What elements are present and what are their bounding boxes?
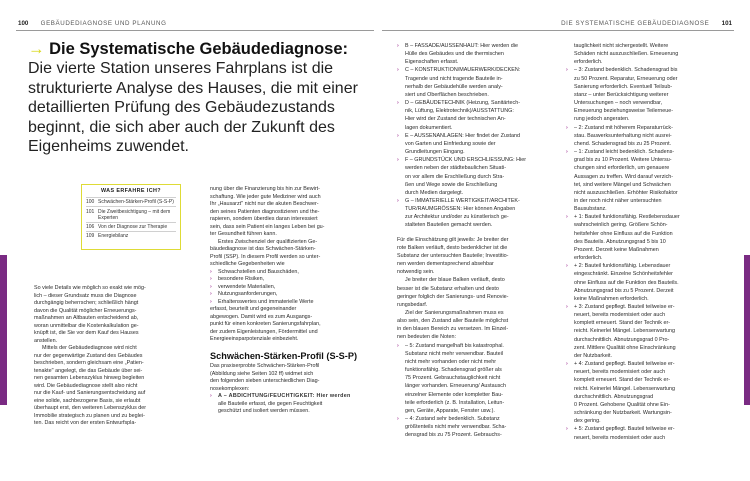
- page-number-right: 101: [721, 20, 732, 27]
- text-line: zur Architektur und/oder zu künstlerisch ge-: [405, 214, 509, 221]
- contents-page: 101: [86, 208, 95, 215]
- text-line: also sein, den Zustand aller Bauteile möglichst: [397, 318, 509, 325]
- text-line: größtenteils nicht mehr verwendbar. Scha-: [405, 424, 507, 431]
- column-1: [34, 285, 204, 428]
- list-item: [397, 156, 557, 164]
- text-line: eine solide, sachbezogene Basis, sie erlaubt: [34, 397, 141, 404]
- bullet-arrow-icon: ›: [397, 416, 399, 423]
- text-line: nosekomplexen:: [210, 385, 250, 392]
- list-item: [397, 415, 557, 423]
- text-line: Grundleitungen Eingang.: [405, 149, 465, 156]
- text-line: erforderlich.: [574, 255, 603, 262]
- list-item: [397, 99, 557, 107]
- text-line: rote Balken verläuft, desto bedenklicher ist die: [397, 244, 508, 251]
- header-left: [18, 20, 167, 27]
- bullet-arrow-icon: ›: [566, 214, 568, 221]
- text-line: TUR/RAUMGRÖSSEN: Hier können Angaben: [405, 206, 516, 213]
- text-line: reicht. Keinerlei Mängel. Lebenserwartung: [574, 385, 675, 392]
- contents-page: 100: [86, 199, 95, 206]
- text-line: ter Gesundheit führen kann.: [210, 231, 277, 237]
- list-item: [566, 124, 726, 132]
- bullet-item: [210, 299, 376, 307]
- list-text: A – ABDICHTUNG/FEUCHTIGKEIT: Hier werden: [218, 393, 351, 399]
- arrow-right-icon: →: [28, 40, 45, 58]
- contents-label: Die Zweitbesichtigung – mit dem Experten: [98, 208, 171, 221]
- text-line: Hülle des Gebäudes und die thermischen: [405, 51, 504, 58]
- list-item: [397, 66, 557, 74]
- text-line: abgewogen. Damit wird es zum Ausgangs-: [210, 313, 313, 320]
- text-line: nung über die Finanzierung bis hin zur Bewirt-: [210, 186, 320, 192]
- text-line: Prozent. Derzeit keine Maßnahmen: [574, 246, 659, 253]
- contents-label: Energiebilanz: [98, 233, 129, 240]
- intro-title-line: [28, 39, 378, 59]
- text-line: maßnahmen an Altbauten entscheidend ab,: [34, 315, 139, 321]
- text-line: einzelner Elemente oder kompletter Bau-: [405, 391, 503, 398]
- text-line: den folgenden sieben unterschiedlichen Diag-: [210, 378, 320, 384]
- bullet-arrow-icon: ›: [210, 393, 212, 399]
- text-line: komplett erneuert. Stand der Technik er-: [574, 377, 671, 384]
- text-line: Abnutzungsgrad bis zu 5 Prozent. Derzeit: [574, 287, 674, 294]
- bullet-arrow-icon: ›: [210, 291, 212, 297]
- text-line: nen gesamten Lebenszyklus hinweg begleiten: [34, 375, 145, 381]
- list-text: C – KONSTRUKTION/MAUERWERK/DECKEN:: [405, 67, 521, 74]
- bullet-text: Schwachstellen und Bauschäden,: [218, 268, 299, 275]
- list-item: [397, 197, 557, 205]
- text-line: nur die Kauf- und Sanierungsentscheidung auf: [34, 390, 146, 396]
- text-line: zent. Mittlere Qualität ohne Einschränkung: [574, 344, 676, 351]
- text-line: den seines Patienten diagnostizieren und the-: [210, 208, 320, 215]
- text-line: on vor allem die Erschließung durch Stra-: [405, 173, 505, 180]
- text-line: Substanz der untersuchten Bauteile; Investitio-: [397, 252, 509, 259]
- bullet-arrow-icon: ›: [397, 67, 399, 74]
- text-line: werden neben der städtebaulichen Situati-: [405, 165, 506, 172]
- text-line: zu 50 Prozent. Reparatur, Erneuerung oder: [574, 75, 678, 82]
- contents-box-title: WAS ERFAHRE ICH?: [100, 188, 161, 194]
- header-rule-left: [16, 30, 374, 31]
- text-line: Immobilie strategisch zu planen und zu beglei-: [34, 412, 145, 419]
- bullet-item: [210, 269, 376, 277]
- running-title-right: DIE SYSTEMATISCHE GEBÄUDEDIAGNOSE: [561, 20, 710, 27]
- bullet-arrow-icon: ›: [397, 197, 399, 204]
- list-text: + 5: Zustand gepflegt. Bauteil teilweise er-: [574, 426, 675, 433]
- running-title-left: GEBÄUDEDIAGNOSE UND PLANUNG: [40, 20, 167, 27]
- contents-list: [86, 197, 176, 241]
- bullet-arrow-icon: ›: [397, 43, 399, 49]
- list-text: + 1: Bauteil funktionsfähig. Restlebensdauer: [574, 214, 680, 221]
- text-line: gen, Geräte, Apparate, Fenster usw.).: [405, 407, 495, 414]
- text-line: Sanierung erforderlich. Eventuell Teilsub-: [574, 83, 673, 90]
- text-line: rapieren, sondern überdies daran interessiert: [210, 216, 318, 222]
- text-line: länger vorhanden. Erneuerung/ Austausch: [405, 383, 506, 390]
- list-item: [397, 42, 557, 50]
- text-line: ßen und Wege sowie die Erschließung: [405, 181, 498, 188]
- contents-item[interactable]: [86, 231, 176, 240]
- list-item: [566, 66, 726, 74]
- text-line: wahrscheinlich gering. Größere Schön-: [574, 222, 668, 229]
- text-line: erfasst, beurteilt und gegeneinander: [210, 306, 297, 312]
- text-line: Energieeinsparpotenziale einbezieht.: [210, 336, 299, 342]
- text-line: nur der gegenwärtige Zustand des Gebäudes: [34, 352, 143, 359]
- text-line: grad bis zu 10 Prozent. Weitere Untersu-: [574, 157, 672, 164]
- text-line: nen bedeuten die Noten:: [397, 334, 457, 341]
- text-line: geschützt und isoliert werden müssen.: [218, 408, 310, 414]
- text-line: woran unmittelbar die Kostenkalkulation ge-: [34, 322, 139, 329]
- list-text: D – GEBÄUDETECHNIK (Heizung, Sanitärtech-: [405, 100, 521, 107]
- bullet-arrow-icon: ›: [210, 268, 212, 275]
- list-text: + 2: Bauteil funktionsfähig. Lebensdauer: [574, 263, 671, 270]
- text-line: (Abbildung siehe Seiten 102 ff) widmet sich: [210, 370, 314, 377]
- text-line: ohne Einfluss auf die Funktion des Bauteils.: [574, 279, 679, 286]
- bullet-arrow-icon: ›: [397, 132, 399, 139]
- contents-page: 109: [86, 233, 95, 240]
- text-line: durchschnittlich. Abnutzungsgrad: [574, 393, 654, 400]
- text-line: des Bauteils. Abnutzungsgrad 5 bis 10: [574, 238, 666, 245]
- bullet-item: [210, 284, 376, 292]
- text-line: schränkung der Nutzbarkeit. Wartungsin-: [574, 410, 672, 417]
- contents-item[interactable]: [86, 206, 176, 221]
- text-line: Bausubstanz.: [574, 206, 607, 213]
- text-line: besser ist die Substanz erhalten und desto: [397, 285, 499, 292]
- text-line: dex gering.: [574, 418, 601, 425]
- page-number-left: 100: [18, 20, 29, 27]
- text-line: rung jedoch angeraten.: [574, 116, 630, 123]
- text-line: knüpft ist, die Sie vor dem Kauf des Hauses: [34, 330, 139, 336]
- list-item: [566, 148, 726, 156]
- text-line: 0 Prozent. Gehobene Qualität ohne Ein-: [574, 401, 670, 408]
- text-line: durchschnittlich. Abnutzungsgrad 0 Pro-: [574, 336, 670, 343]
- column-3: [397, 42, 557, 440]
- bullet-text: verwendete Materialien,: [218, 283, 276, 290]
- text-line: Hier wird der Zustand der technischen An-: [405, 116, 506, 123]
- list-text: + 4: Zustand gepflegt. Bauteil teilweise er-: [574, 361, 675, 368]
- list-text: – 2: Zustand mit höherem Reparaturrück-: [574, 124, 673, 131]
- bullet-arrow-icon: ›: [210, 298, 212, 305]
- list-text: E – AUSSENANLAGEN: Hier findet der Zustand: [405, 132, 521, 139]
- intro-line: detaillierten Prüfung des Gebäudezustands: [28, 99, 335, 116]
- text-line: chend. Schadensgrad bis zu 25 Prozent.: [574, 140, 672, 147]
- chapter-tab-right: [744, 255, 750, 405]
- text-line: sein, dass sein Patient ein langes Leben bei gu-: [210, 223, 325, 230]
- bullet-arrow-icon: ›: [566, 426, 568, 433]
- text-line: schiedliche Gegebenheiten wie: [210, 261, 285, 267]
- text-line: ten. Das reicht von der ersten Entwurfspla-: [34, 420, 137, 426]
- text-line: nicht mehr vorhanden oder nicht mehr: [405, 358, 497, 365]
- list-text: – 4: Zustand sehr bedenklich. Substanz: [405, 416, 500, 423]
- list-item: [210, 393, 376, 401]
- intro-lead: [28, 59, 378, 157]
- text-line: neuert, bereits modernisiert oder auch: [574, 369, 666, 376]
- text-line: heitsfehler ohne Einfluss auf die Funktion: [574, 230, 673, 237]
- bullet-text: Nutzungsanforderungen,: [218, 291, 278, 297]
- text-line: stanz – unter Berücksichtigung weiterer: [574, 91, 669, 98]
- text-line: in den blauen Bereich zu versetzen. Im Einzel-: [397, 326, 509, 333]
- text-line: von Garten und Einfriedung sowie der: [405, 140, 496, 147]
- text-line: schaftung. Wie jeder gute Mediziner wird auch: [210, 193, 321, 200]
- bullet-item: [210, 276, 376, 284]
- intro-line: strukturierte Analyse des Hauses, die mit einer: [28, 79, 358, 97]
- contents-label: Schwächen-Stärken-Profil (S-S-P): [98, 199, 174, 206]
- contents-label: Von der Diagnose zur Therapie: [98, 223, 168, 230]
- intro: [28, 39, 378, 157]
- text-line: komplett erneuert. Stand der Technik er-: [574, 320, 671, 327]
- text-line: erforderlich.: [574, 59, 603, 66]
- text-line: Eigenschaften erfasst.: [405, 59, 459, 66]
- text-line: nen werden dementsprechend absehbar: [397, 261, 494, 268]
- text-line: stau. Bauwerksunterhaltung nicht ausrei-: [574, 132, 672, 139]
- text-line: durchgängig beherrschen; schließlich hängt: [34, 300, 139, 306]
- intro-title: Die Systematische Gebäudediagnose:: [49, 40, 349, 58]
- list-item: [566, 262, 726, 270]
- text-line: reicht. Keinerlei Mängel. Lebenserwartung: [574, 328, 675, 335]
- bullet-arrow-icon: ›: [566, 304, 568, 310]
- bullet-arrow-icon: ›: [566, 149, 568, 156]
- text-line: der Nutzbarkeit.: [574, 352, 613, 359]
- list-text: – 5: Zustand mangelhaft bis katastrophal.: [405, 342, 504, 349]
- text-line: Untersuchungen – noch verwendbar,: [574, 100, 663, 107]
- column-2: [210, 186, 376, 416]
- text-line: neuert, bereits modernisiert oder auch: [574, 312, 666, 319]
- text-line: siert und Oberflächen beschrieben.: [405, 91, 489, 98]
- text-line: nerhalb der Gebäudehülle werden analy-: [405, 83, 503, 90]
- list-item: [566, 425, 726, 433]
- text-line: davon die Qualität möglicher Erneuerungs-: [34, 307, 137, 314]
- bullet-text: Erhaltenswertes und immaterielle Werte: [218, 298, 314, 305]
- list-item: [566, 213, 726, 221]
- list-item: [397, 342, 557, 350]
- chapter-tab-left: [0, 255, 7, 405]
- column-4: [566, 42, 726, 442]
- text-line: Profil (SSP). In diesem Profil werden so unter-: [210, 253, 321, 260]
- text-line: Erneuerung beziehungsweise Teilerneue-: [574, 108, 674, 115]
- text-line: chungen sind erforderlich, um genauere: [574, 165, 670, 172]
- header-right: [561, 20, 732, 27]
- intro-line: Die vierte Station unseres Fahrplans ist die: [28, 60, 334, 77]
- text-line: lich – dieser Grundsatz muss die Diagnose: [34, 292, 137, 299]
- text-line: Je breiter der blaue Balken verläuft, desto: [405, 277, 505, 284]
- contents-box: [81, 184, 181, 250]
- list-text: G – IMMATERIELLE WERTIGKEIT/ARCHITEK-: [405, 197, 520, 204]
- section-heading: Schwächen-Stärken-Profil (S-S-P): [210, 350, 358, 361]
- list-text: + 3: Zustand gepflegt. Bauteil teilweise er-: [574, 304, 675, 310]
- intro-line: beginnt, die sich aber auch der Zukunft des: [28, 118, 335, 136]
- text-line: Das praxiserprobte Schwächen-Stärken-Profil: [210, 363, 320, 369]
- text-line: stalteten Bauteilen gemacht werden.: [405, 222, 493, 229]
- bullet-arrow-icon: ›: [566, 67, 568, 74]
- contents-item[interactable]: [86, 197, 176, 206]
- intro-line: Eigenheims zuwendet.: [28, 138, 189, 155]
- list-text: – 1: Zustand leicht bedenklich. Schadens-: [574, 149, 675, 156]
- text-line: punkt für einen konkreten Sanierungsfahrplan,: [210, 321, 321, 327]
- text-line: Aussagen zu treffen. Wird darauf verzich-: [574, 173, 674, 180]
- text-line: Ihr „Hausarzt" nicht nur die akuten Beschwer-: [210, 201, 319, 207]
- text-line: tauglichkeit nicht sichergestellt. Weitere: [574, 43, 669, 49]
- text-line: So viele Details wie möglich so exakt wie mög-: [34, 285, 146, 291]
- bullet-text: besondere Risiken,: [218, 276, 265, 282]
- text-line: nik, Lüftung, Elektrotechnik)/AUSSTATTUNG:: [405, 108, 514, 115]
- list-item: [566, 360, 726, 368]
- text-line: Erstes Zwischenziel der qualifizierten Ge-: [218, 238, 318, 245]
- list-text: F – GRUNDSTÜCK UND ERSCHLIESSUNG: Hier: [405, 157, 527, 164]
- text-line: geringer folglich der Sanierungs- und Renovie-: [397, 293, 509, 300]
- text-line: bäudediagnose ist das Schwächen-Stärken-: [210, 246, 316, 252]
- text-line: keine Maßnahmen erforderlich.: [574, 295, 649, 302]
- text-line: lagen dokumentiert.: [405, 124, 453, 131]
- text-line: tet, sind weitere Mängel und Schwächen: [574, 181, 671, 188]
- text-line: Für die Einschätzung gilt jeweils: Je breiter der: [397, 236, 509, 243]
- text-line: beschrieben, sondern gleichsam eine „Patien-: [34, 360, 144, 366]
- bullet-arrow-icon: ›: [210, 276, 212, 282]
- text-line: Tragende und nicht tragende Bauteile in-: [405, 75, 503, 82]
- contents-page: 106: [86, 223, 95, 230]
- text-line: 75 Prozent. Gebrauchstauglichkeit nicht: [405, 375, 501, 382]
- bullet-arrow-icon: ›: [566, 263, 568, 270]
- list-text: – 3: Zustand bedenklich. Schadensgrad bis: [574, 67, 678, 74]
- text-line: wird. Die Gebäudediagnose stellt also nicht: [34, 382, 138, 389]
- bullet-arrow-icon: ›: [397, 100, 399, 107]
- text-line: neuert, bereits modernisiert oder auch: [574, 434, 666, 441]
- bullet-arrow-icon: ›: [566, 124, 568, 131]
- text-line: durch Medien dargelegt.: [405, 189, 464, 196]
- text-line: eingeschränkt. Einzelne Schönheitsfehler: [574, 271, 673, 278]
- bullet-arrow-icon: ›: [210, 283, 212, 290]
- text-line: alle Bauteile erfasst, die gegen Feuchtigkeit: [218, 400, 323, 407]
- text-line: densgrad bis zu 75 Prozent. Gebrauchs-: [405, 432, 502, 439]
- text-line: funktionsfähig. Schadensgrad größer als: [405, 367, 502, 374]
- bullet-arrow-icon: ›: [566, 361, 568, 368]
- text-line: Schäden nicht auszuschließen. Erneuerung: [574, 51, 679, 58]
- bullet-arrow-icon: ›: [397, 342, 399, 349]
- text-line: nicht auszuschließen. Erhöhter Risikofaktor: [574, 189, 678, 196]
- contents-item[interactable]: [86, 222, 176, 231]
- text-line: teile erforderlich (z. B. Installation, Leitun-: [405, 399, 505, 406]
- text-line: tenakte" angelegt, die das Gebäude über sei-: [34, 367, 143, 374]
- bullet-arrow-icon: ›: [397, 157, 399, 164]
- text-line: rungsbedarf.: [397, 301, 428, 308]
- text-line: anstellen.: [34, 337, 58, 344]
- text-line: Ziel der Sanierungsmaßnahmen muss es: [405, 310, 504, 316]
- list-text: B – FASSADE/AUSSENHAUT: Hier werden die: [405, 43, 518, 49]
- list-item: [397, 132, 557, 140]
- text-line: notwendig sein.: [397, 269, 435, 276]
- bullet-item: [210, 291, 376, 299]
- text-line: in der noch nicht näher untersuchten: [574, 197, 662, 204]
- header-rule-right: [382, 30, 734, 31]
- text-line: überhaupt erst, den weiteren Lebenszyklus der: [34, 405, 147, 411]
- list-item: [566, 303, 726, 311]
- text-line: der zudem Eigenleistungen, Fördermittel und: [210, 328, 318, 335]
- text-line: Substanz nicht mehr verwendbar. Bauteil: [405, 350, 503, 357]
- text-line: Mittels der Gebäudediagnose wird nicht: [42, 345, 137, 351]
